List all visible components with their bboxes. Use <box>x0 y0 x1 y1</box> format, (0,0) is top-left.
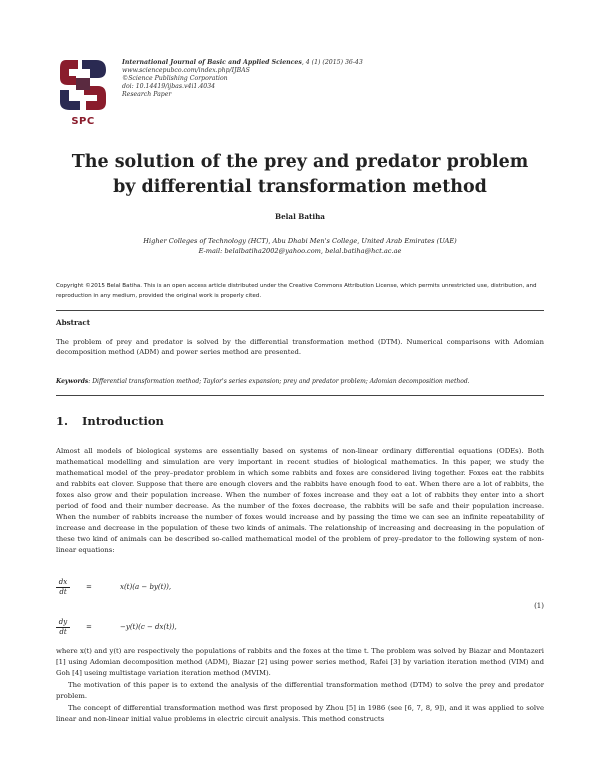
title-line-2: by differential transformation method <box>113 177 487 197</box>
abstract-text: The problem of prey and predator is solved by the differential transformation method (DTM). Numerical comparisons with Adomian decomposition method (ADM) and power series method are presented. <box>56 338 544 356</box>
intro-paragraph-1: Almost all models of biological systems are essentially based on systems of non-linear ordinary differential equations (ODEs). Both mathematical modelling and simulation are very important in recent studies of biological mathematics. In this paper, we study the mathematical model of the prey–predator problem in which some rabbits and foxes are considered living together. Foxes eat the rabbits and rabbits eat clover. Suppose that there are enough clovers and the rabbits have enough food to eat. When there are a lot of rabbits, the foxes also grow and their population increase. When the number of foxes increase and they eat a lot of rabbits they enter into a short period of food and their number decrease. As the number of the foxes decrease, the rabbits will be safe and their population increase. When the number of rabbits increase the number of foxes would increase and by passing the time we can see an infinite repeatability of increase and decrease in the population of these two kinds of animals. The relationship of increasing and decreasing in the population of these two kind of animals can be described so-called mathematical model of the problem of prey–predator to the following system of non-linear equations: <box>56 447 544 554</box>
keywords <box>56 378 544 385</box>
journal-publisher: ©Science Publishing Corporation <box>122 75 228 82</box>
intro-paragraph-4: The concept of differential transformation method was first proposed by Zhou [5] in 1986 (see [6, 7, 8, 9]), and it was applied to solve linear and non-linear initial value problems in electric circuit analysis. This method constructs <box>56 704 544 723</box>
section-title: Introduction <box>82 414 164 428</box>
fraction-numerator: dx <box>56 578 70 588</box>
journal-info <box>122 59 542 99</box>
fraction-denominator: dt <box>59 628 67 636</box>
equals-sign: = <box>86 623 92 631</box>
section-number: 1. <box>56 414 69 428</box>
journal-name: International Journal of Basic and Applied Sciences <box>122 59 302 66</box>
fraction-denominator: dt <box>59 588 67 596</box>
equation-1 <box>56 578 544 640</box>
logo-text: SPC <box>71 116 95 127</box>
keywords-text: : Differential transformation method; Taylor's series expansion; prey and predator problem; Adomian decomposition method. <box>88 378 470 385</box>
equation-rhs: −y(t)(c − dx(t)), <box>120 623 177 631</box>
publisher-logo <box>56 56 110 114</box>
fraction-dx-dt <box>56 578 70 597</box>
journal-issue: , 4 (1) (2015) 36-43 <box>301 59 363 66</box>
fraction-numerator: dy <box>56 618 70 628</box>
equation-number: (1) <box>534 602 544 610</box>
intro-paragraph-2: where x(t) and y(t) are respectively the populations of rabbits and the foxes at the time t. The problem was solved by Biazar and Montazeri [1] using Adomian decomposition method (ADM), Biazar [2] using power series method, Rafei [3] by variation iteration method (VIM) and Goh [4] useing multistage variation iteration method (MVIM). <box>56 647 544 677</box>
keywords-label: Keywords <box>56 378 89 385</box>
title-line-1: The solution of the prey and predator problem <box>71 152 529 172</box>
equation-rhs: x(t)(a − by(t)), <box>120 583 172 591</box>
divider <box>56 395 544 396</box>
author-name: Belal Batiha <box>275 212 325 221</box>
author-email[interactable]: E-mail: belalbatiha2002@yahoo.com, belal.batiha@hct.ac.ae <box>198 246 402 255</box>
article-type: Research Paper <box>122 91 172 98</box>
divider <box>56 310 544 311</box>
affiliation: Higher Colleges of Technology (HCT), Abu Dhabi Men's College, United Arab Emirates (UAE) <box>143 237 457 245</box>
intro-paragraph-3: The motivation of this paper is to extend the analysis of the differential transformation method (DTM) to solve the prey and predator problem. <box>56 681 544 700</box>
abstract-heading: Abstract <box>56 318 91 327</box>
journal-url[interactable]: www.sciencepubco.com/index.php/IJBAS <box>122 67 250 74</box>
paper-title <box>0 150 600 200</box>
section-heading <box>56 414 178 428</box>
equals-sign: = <box>86 583 92 591</box>
journal-doi[interactable]: doi: 10.14419/ijbas.v4i1.4034 <box>122 83 216 90</box>
affiliation-block <box>0 237 600 256</box>
copyright-notice: Copyright ©2015 Belal Batiha. This is an open access article distributed under the Creative Commons Attribution License, which permits unrestricted use, distribution, and reproduction in any medium, provided the original work is properly cited. <box>56 283 537 299</box>
fraction-dy-dt <box>56 618 70 637</box>
